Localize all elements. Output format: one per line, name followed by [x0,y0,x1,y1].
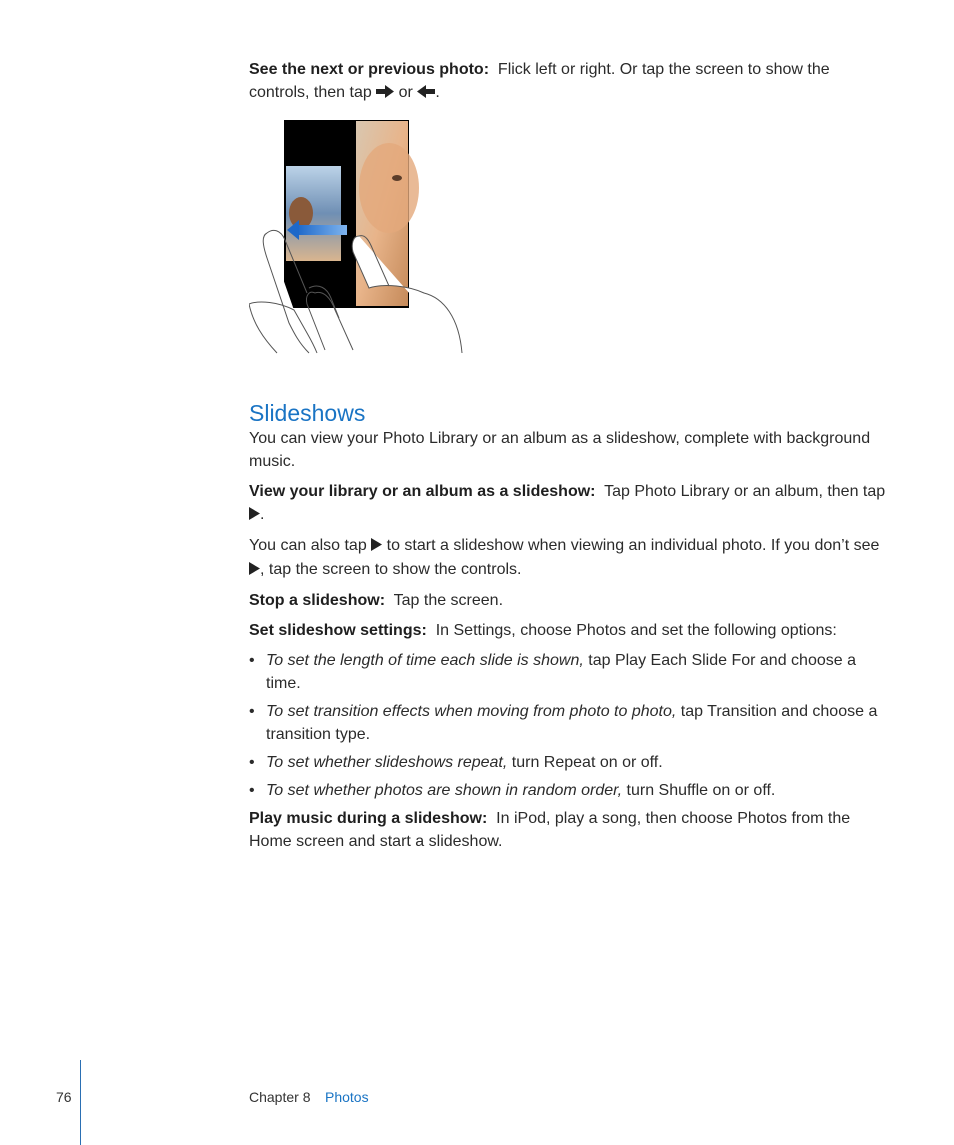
section-description: You can view your Photo Library or an album as a slideshow, complete with background music. [249,430,871,470]
stop-lead: Stop a slideshow: [249,592,386,609]
bullet-italic: To set transition effects when moving from photo to photo, [266,703,677,720]
settings-lead: Set slideshow settings: [249,622,427,639]
swipe-arrow-bar [297,225,347,235]
bullet-dot: • [249,652,255,669]
bullet-text: tap Transition and choose a transition type. [266,703,878,743]
bullet-text: turn Shuffle on or off. [626,782,776,799]
music-paragraph [249,807,889,853]
also-tap-text-b: to start a slideshow when viewing an individual photo. If you don’t see [386,537,880,554]
also-tap-text-c: , tap the screen to show the controls. [260,561,522,578]
footer-chapter: Chapter 8 [249,1089,311,1105]
play-icon [371,535,382,558]
list-item [249,700,889,746]
footer-section-link[interactable]: Photos [325,1089,369,1105]
view-library-text: Tap Photo Library or an album, then tap [604,483,886,500]
view-library-end: . [260,506,265,523]
also-tap-paragraph [249,534,889,582]
list-item [249,779,889,802]
intro-text: Flick left or right. Or tap the screen to show the controls, then tap [249,61,830,101]
settings-paragraph [249,619,889,642]
play-icon [249,559,260,582]
bullet-italic: To set whether photos are shown in random order, [266,782,623,799]
list-item [249,649,889,695]
also-tap-text-a: You can also tap [249,537,367,554]
music-lead: Play music during a slideshow: [249,810,488,827]
intro-paragraph [249,58,889,105]
play-icon [249,504,260,527]
bullet-dot: • [249,754,255,771]
left-arrow-icon [417,82,435,105]
stop-text: Tap the screen. [393,592,504,609]
bullet-italic: To set the length of time each slide is shown, [266,652,584,669]
bullet-dot: • [249,782,255,799]
bullet-dot: • [249,703,255,720]
list-item [249,751,889,774]
intro-end: . [435,84,440,101]
swipe-illustration [249,118,465,354]
bullet-italic: To set whether slideshows repeat, [266,754,508,771]
section-title: Slideshows [249,400,366,426]
intro-lead: See the next or previous photo: [249,61,490,78]
page-number: 76 [56,1089,72,1105]
view-library-paragraph [249,480,889,527]
slideshows-section [249,399,889,860]
bullet-text: tap Play Each Slide For and choose a time. [266,652,856,692]
bullet-text: turn Repeat on or off. [511,754,663,771]
view-library-lead: View your library or an album as a slideshow: [249,483,596,500]
settings-text: In Settings, choose Photos and set the following options: [435,622,837,639]
stop-paragraph [249,589,889,612]
page-content [249,58,889,112]
footer-divider [80,1060,81,1145]
settings-options-list [249,649,889,802]
right-arrow-icon [376,82,394,105]
intro-or: or [398,84,413,101]
music-text: In iPod, play a song, then choose Photos from the Home screen and start a slideshow. [249,810,851,850]
